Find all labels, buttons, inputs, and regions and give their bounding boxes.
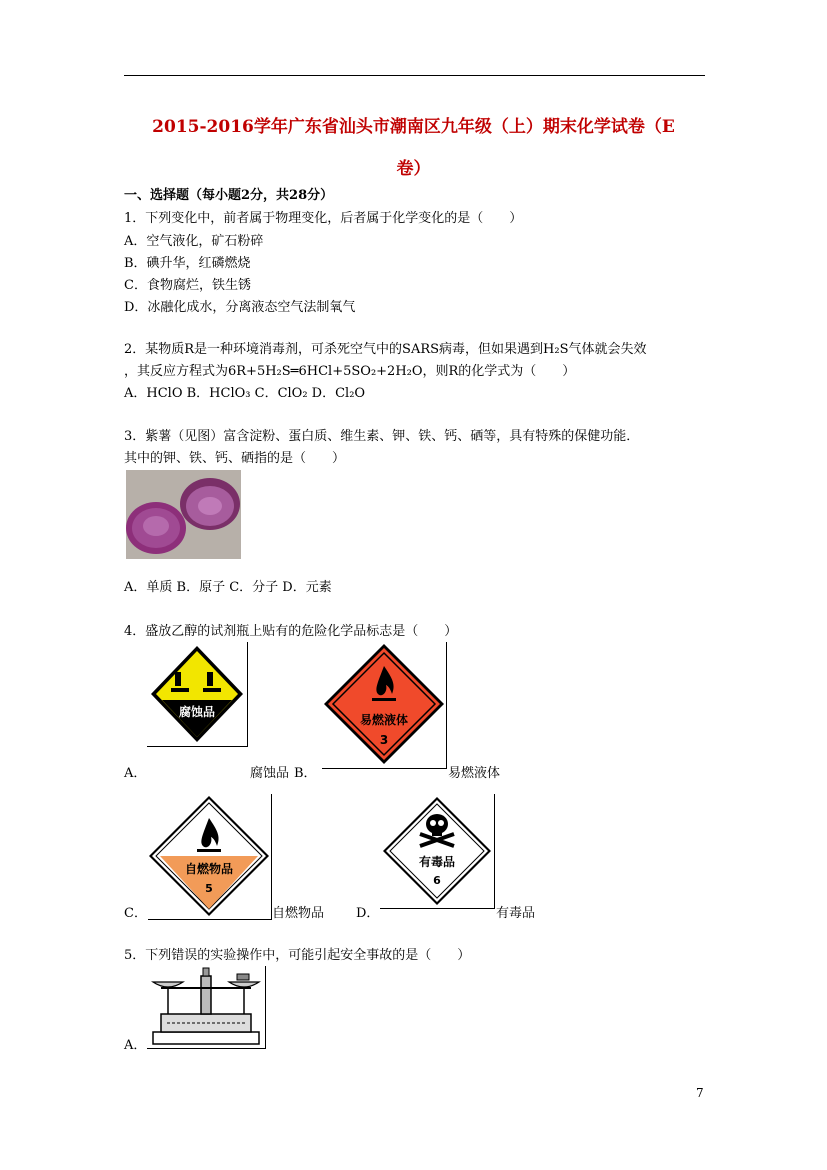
toxic-sign-text: 有毒品 (418, 855, 456, 869)
q3-options: A．单质 B．原子 C．分子 D．元素 (124, 580, 332, 595)
q1-option-a: A．空气液化，矿石粉碎 (124, 234, 264, 249)
q1-option-c: C．食物腐烂，铁生锈 (124, 278, 251, 293)
flammable-liquid-sign-number: 3 (379, 733, 389, 747)
title-line-1: 2015-2016学年广东省汕头市潮南区九年级（上）期末化学试卷（E (152, 117, 675, 137)
q1-option-b: B．碘升华，红磷燃烧 (124, 256, 251, 271)
spontaneous-combustion-sign-icon (148, 794, 271, 919)
toxic-sign-frame (380, 794, 495, 909)
flammable-liquid-sign-icon (322, 642, 446, 768)
q3-stem-line-1: 3．紫薯（见图）富含淀粉、蛋白质、维生素、钾、铁、钙、硒等，具有特殊的保健功能． (124, 429, 640, 444)
toxic-sign-icon (380, 794, 494, 908)
q1-option-d: D．冰融化成水，分离液态空气法制氧气 (124, 300, 356, 315)
flammable-liquid-sign-frame (322, 642, 447, 769)
q5-stem: 5．下列错误的实验操作中，可能引起安全事故的是（ ） (124, 948, 471, 963)
title-line-2: 卷） (396, 159, 431, 179)
corrosive-sign-text: 腐蚀品 (178, 705, 216, 719)
purple-sweet-potato-image (126, 470, 241, 559)
q4-label-c: C． (124, 906, 147, 921)
q2-stem-line-1: 2．某物质R是一种环境消毒剂，可杀死空气中的SARS病毒，但如果遇到H₂S气体就会失效 (124, 342, 647, 357)
q4-caption-d: 有毒品 (496, 906, 536, 921)
toxic-sign-number: 6 (433, 874, 441, 887)
q2-options: A．HClO B．HClO₃ C．ClO₂ D．Cl₂O (124, 386, 366, 401)
page-number: 7 (696, 1086, 704, 1100)
q1-stem: 1．下列变化中，前者属于物理变化，后者属于化学变化的是（ ） (124, 211, 523, 226)
balance-scale-frame (147, 966, 266, 1049)
q4-label-b: B． (294, 766, 317, 781)
spontaneous-combustion-sign-text: 自燃物品 (184, 862, 234, 876)
q3-stem-line-2: 其中的钾、铁、钙、硒指的是（ ） (124, 451, 346, 466)
header-rule (124, 75, 705, 76)
q4-caption-b: 易燃液体 (448, 766, 501, 781)
q4-label-a: A． (124, 766, 147, 781)
balance-scale-icon (147, 966, 265, 1048)
q4-stem: 4．盛放乙醇的试剂瓶上贴有的危险化学品标志是（ ） (124, 624, 458, 639)
q2-stem-line-2: ，其反应方程式为6R+5H₂S═6HCl+5SO₂+2H₂O，则R的化学式为（ ） (124, 364, 576, 379)
q4-label-d: D． (356, 906, 380, 921)
q4-caption-a: 腐蚀品 (250, 766, 290, 781)
q5-label-a: A． (124, 1038, 147, 1053)
spontaneous-combustion-sign-number: 5 (205, 882, 213, 895)
corrosive-sign-frame (147, 642, 248, 747)
section-heading: 一、选择题（每小题2分，共28分） (124, 188, 334, 203)
flammable-liquid-sign-text: 易燃液体 (359, 713, 409, 727)
q4-caption-c: 自燃物品 (272, 906, 325, 921)
corrosive-sign-icon (147, 642, 247, 746)
spontaneous-combustion-sign-frame (148, 794, 272, 920)
